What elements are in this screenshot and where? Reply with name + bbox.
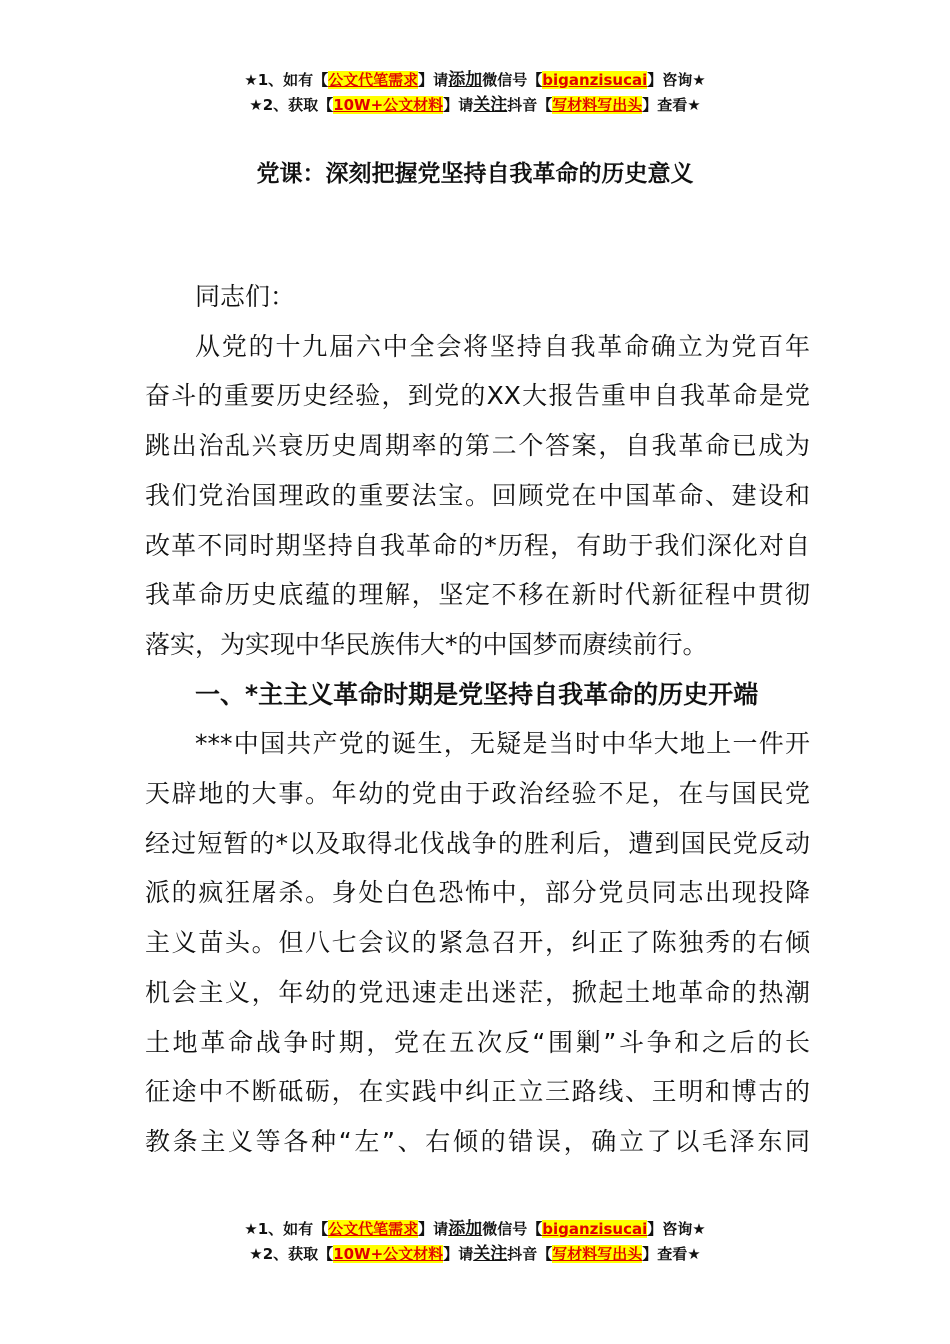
promo-text: 微信号【 (482, 1220, 543, 1238)
promo-highlight: 公文代笔需求 (328, 1220, 419, 1238)
promo-line-1 (0, 1217, 950, 1242)
promo-text: ★2、获取【 (249, 1245, 334, 1263)
promo-text: 】请 (418, 1220, 449, 1238)
text-line: 奋斗的重要历史经验，到党的XX大报告重申自我革命是党 (145, 381, 810, 411)
text-line: 我们党治国理政的重要法宝。回顾党在中国革命、建设和 (145, 480, 810, 510)
promo-text: 】查看★ (642, 96, 701, 114)
text-line: 从党的十九届六中全会将坚持自我革命确立为党百年 (195, 331, 810, 361)
promo-text: 】请 (443, 96, 474, 114)
promo-text: 】咨询★ (647, 1220, 706, 1238)
text-line: ***中国共产党的诞生，无疑是当时中华大地上一件开 (195, 729, 810, 759)
promo-highlight: biganzisucai (542, 71, 648, 89)
text-line: 派的疯狂屠杀。身处白色恐怖中，部分党员同志出现投降 (145, 878, 810, 908)
promo-banner-top (0, 68, 950, 118)
document-body (145, 272, 810, 1167)
promo-line-2 (0, 93, 950, 118)
promo-highlight: biganzisucai (542, 1220, 648, 1238)
promo-highlight: 10W+公文材料 (333, 1245, 444, 1263)
section-heading: 一、*主主义革命时期是党坚持自我革命的历史开端 (195, 679, 759, 709)
promo-underline: 添加 (448, 1219, 483, 1239)
text-line: 落实，为实现中华民族伟大*的中国梦而赓续前行。 (145, 629, 708, 659)
promo-highlight: 写材料写出头 (552, 96, 643, 114)
promo-text: 】查看★ (642, 1245, 701, 1263)
text-line: 我革命历史底蕴的理解，坚定不移在新时代新征程中贯彻 (145, 580, 810, 610)
promo-banner-bottom (0, 1217, 950, 1267)
text-line: 机会主义，年幼的党迅速走出迷茫，掀起土地革命的热潮 (145, 977, 810, 1007)
promo-highlight: 公文代笔需求 (328, 71, 419, 89)
text-line: 土地革命战争时期，党在五次反“围剿”斗争和之后的长 (145, 1027, 810, 1057)
promo-text: 微信号【 (482, 71, 543, 89)
promo-text: ★1、如有【 (244, 1220, 329, 1238)
salutation: 同志们： (195, 282, 296, 311)
promo-underline: 关注 (473, 1244, 508, 1264)
promo-line-2 (0, 1242, 950, 1267)
promo-text: 】请 (443, 1245, 474, 1263)
promo-text: ★1、如有【 (244, 71, 329, 89)
promo-text: 抖音【 (507, 96, 553, 114)
promo-text: 抖音【 (507, 1245, 553, 1263)
document-title: 党课：深刻把握党坚持自我革命的历史意义 (256, 161, 694, 187)
promo-text: ★2、获取【 (249, 96, 334, 114)
promo-text: 】请 (418, 71, 449, 89)
promo-underline: 添加 (448, 70, 483, 90)
text-line: 天辟地的大事。年幼的党由于政治经验不足，在与国民党 (145, 779, 810, 809)
promo-highlight: 写材料写出头 (552, 1245, 643, 1263)
text-line: 经过短暂的*以及取得北伐战争的胜利后，遭到国民党反动 (145, 828, 810, 858)
text-line: 教条主义等各种“左”、右倾的错误，确立了以毛泽东同 (145, 1126, 810, 1156)
text-line: 征途中不断砥砺，在实践中纠正立三路线、王明和博古的 (145, 1077, 810, 1107)
promo-line-1 (0, 68, 950, 93)
promo-highlight: 10W+公文材料 (333, 96, 444, 114)
promo-underline: 关注 (473, 95, 508, 115)
promo-text: 】咨询★ (647, 71, 706, 89)
text-line: 跳出治乱兴衰历史周期率的第二个答案，自我革命已成为 (145, 431, 810, 461)
text-line: 改革不同时期坚持自我革命的*历程，有助于我们深化对自 (145, 530, 810, 560)
text-line: 主义苗头。但八七会议的紧急召开，纠正了陈独秀的右倾 (145, 928, 810, 958)
